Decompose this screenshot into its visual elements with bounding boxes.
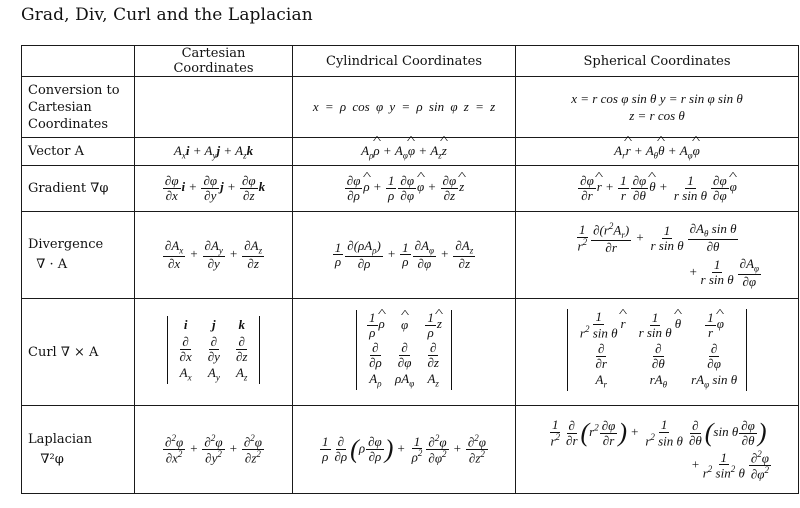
conversion-line-2: z = r cos θ [629, 108, 685, 123]
determinant-cylindrical: $\frac{1}{\rho}$ ^ ρ ^ φ $\frac{1}{\rho}$ ^ z ∂ ∂ρ ∂ ∂φ ∂ ∂z $A_\rho$ $\rho A_\varphi$ $A_z$ [356, 310, 452, 390]
cell-vector-spherical: $A_r\^{}$ $r + A_\theta\^{}$ $\theta + A_\varphi\^{}$ φ [516, 138, 799, 166]
determinant-spherical: $\frac{1}{r^2 \sin \theta}$ ^ r $\frac{1}{\text{r sin θ}}$ ^ θ $\frac{1}{r}$ ^ φ ∂ ∂r ∂ ∂θ ∂ ∂φ $A_r$ $rA_\theta$ $rA_\varphi$ sin θ [567, 309, 747, 390]
determinant-cartesian: i j k ∂ ∂x ∂ ∂y ∂ ∂z $A_x$ $A_y$ $A_z$ [167, 316, 261, 384]
cell-vector-cartesian: $A_xi + A_yj + A_zk$ [135, 138, 293, 166]
header-cartesian: Cartesian Coordinates [135, 46, 293, 77]
formula-table [21, 45, 799, 494]
label-line: ∇²φ [40, 451, 64, 467]
cell-divergence-cartesian: $\frac{\partial A_x}{\partial x}$ + $\frac{\partial A_y}{\partial y}$ + $\frac{\partial A_z}{\partial z}$ [135, 212, 293, 299]
conversion-line-1: x = r cos φ sin θ y = r sin φ sin θ [571, 91, 743, 106]
row-label-gradient: Gradient ∇φ [22, 166, 135, 212]
cell-curl-cartesian [135, 299, 293, 406]
table-row-laplacian [22, 406, 799, 494]
cell-vector-cylindrical: $A_\rho\^{}$ $\rho + A_\varphi\^{}$ $\varphi + A_z\^{}$ z [293, 138, 516, 166]
row-label-laplacian [22, 406, 135, 494]
label-line: Coordinates [28, 116, 109, 132]
cell-conversion-spherical [516, 77, 799, 138]
table-row-gradient [22, 166, 799, 212]
label-line: Divergence [28, 237, 104, 252]
row-label-divergence [22, 212, 135, 299]
label-line: Laplacian [28, 431, 93, 447]
label-line: Cartesian [28, 99, 92, 115]
cell-laplacian-cartesian: $\frac{\partial^2\varphi}{\partial x^2}$ + $\frac{\partial^2\varphi}{\partial y^2}$ + $\frac{\partial^2\varphi}{\partial z^2}$ [135, 406, 293, 494]
cell-conversion-cartesian [135, 77, 293, 138]
label-line: ∇ · A [36, 257, 68, 272]
cell-gradient-spherical: $\frac{\partial\varphi}{\partial r}$ ^ r + $\frac{1}{r}$ $\frac{\partial\varphi}{\partial\theta}$ ^ θ + $\frac{1}{\text{r sin θ}}$ $\frac{\partial\varphi}{\partial\varphi}$ ^ φ [516, 166, 799, 212]
table-row-divergence [22, 212, 799, 299]
cell-divergence-spherical: $\frac{1}{r^2}$ $\frac{\partial(r^2A_r)}{\partial r}$ + $\frac{1}{\text{r sin θ}}$ $\frac{\partial A_\theta \sin \theta}{\partial\theta}$ + $\frac{1}{\text{r sin θ}}$ $\frac{\partial A_\varphi}{\partial\varphi}$ [516, 212, 799, 299]
page-title: Grad, Div, Curl and the Laplacian [21, 5, 313, 25]
row-label-curl: Curl ∇ × A [22, 299, 135, 406]
header-empty [22, 46, 135, 77]
cell-gradient-cartesian: $\frac{\partial\varphi}{\partial x}$ i + $\frac{\partial\varphi}{\partial y}$ j + $\frac{\partial\varphi}{\partial z}$ k [135, 166, 293, 212]
row-label-vector: Vector A [22, 138, 135, 166]
table-row-conversion [22, 77, 799, 138]
label-line: Conversion to [28, 82, 120, 98]
header-cylindrical: Cylindrical Coordinates [293, 46, 516, 77]
cell-divergence-cylindrical: $\frac{1}{\rho}$ $\partial(\rho A_\rho)$ ∂ρ + $\frac{1}{\rho}$ $\frac{\partial A_\varphi}{\partial\varphi}$ + $\frac{\partial A_z}{\partial z}$ [293, 212, 516, 299]
row-label-conversion [22, 77, 135, 138]
cell-laplacian-spherical: $\frac{1}{r^2}$ ∂ ∂r ($r^2$ $\frac{\partial\varphi}{\partial r}$ ) + $\frac{1}{r^2 \sin \theta}$ ∂ ∂θ (sin θ $\frac{\partial\varphi}{\partial\theta}$ ) + $\frac{1}{r^2 \sin^2 \theta}$ $\frac{\partial^2\varphi}{\partial\varphi^2}$ [516, 406, 799, 494]
table-row-vector [22, 138, 799, 166]
cell-conversion-cylindrical: x = ρ cos φ y = ρ sin φ z = z [293, 77, 516, 138]
cell-curl-cylindrical [293, 299, 516, 406]
cell-gradient-cylindrical: $\frac{\partial\varphi}{\partial\rho}$ ^ ρ + $\frac{1}{\rho}$ $\frac{\partial\varphi}{\partial\varphi}$ ^ φ + $\frac{\partial\varphi}{\partial z}$ ^ z [293, 166, 516, 212]
header-spherical: Spherical Coordinates [516, 46, 799, 77]
table-row-curl [22, 299, 799, 406]
cell-laplacian-cylindrical: $\frac{1}{\rho}$ ∂ ∂ρ (ρ $\frac{\partial\varphi}{\partial\rho}$ ) + $\frac{1}{\rho^2}$ $\frac{\partial^2\varphi}{\partial\varphi^2}$ + $\frac{\partial^2\varphi}{\partial z^2}$ [293, 406, 516, 494]
header-row [22, 46, 799, 77]
cell-curl-spherical [516, 299, 799, 406]
